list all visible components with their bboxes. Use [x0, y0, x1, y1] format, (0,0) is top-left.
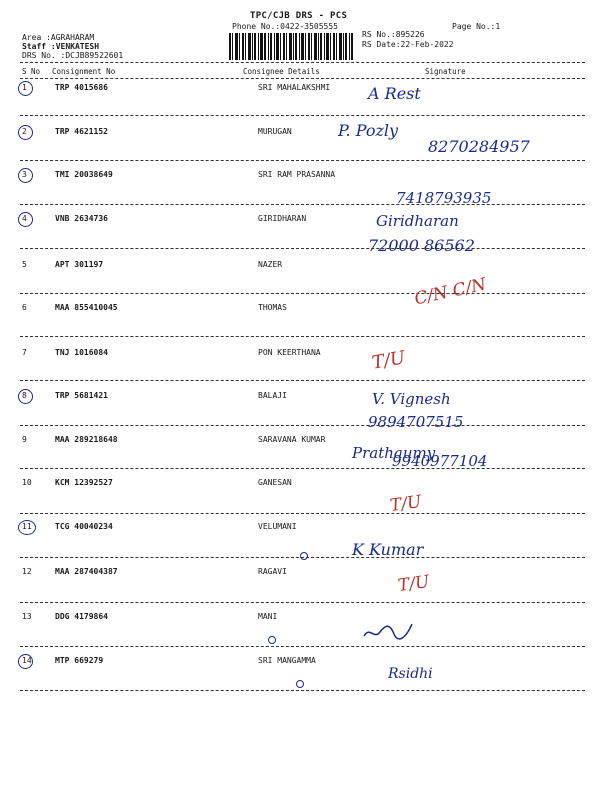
- pen-mark: [268, 636, 276, 644]
- row-consignment: VNB 2634736: [55, 214, 108, 223]
- row-consignee: PON KEERTHANA: [258, 348, 321, 357]
- pen-mark: [300, 552, 308, 560]
- column-header-consignee: Consignee Details: [243, 67, 320, 76]
- table-row: [0, 83, 600, 103]
- row-sno: 7: [22, 348, 27, 357]
- row-divider: [20, 336, 585, 337]
- handwritten-phone: 9894707515: [368, 413, 464, 431]
- row-consignment: TRP 5681421: [55, 391, 108, 400]
- pen-circle-mark: [18, 81, 33, 96]
- row-consignment: MAA 855410045: [55, 303, 118, 312]
- row-divider: [20, 248, 585, 249]
- pen-circle-mark: [18, 168, 33, 183]
- row-sno: 10: [22, 478, 32, 487]
- row-consignment: TNJ 1016084: [55, 348, 108, 357]
- handwritten-tlu-mark: T/U: [396, 571, 431, 597]
- row-divider: [20, 115, 585, 116]
- document-title: TPC/CJB DRS - PCS: [250, 11, 348, 21]
- row-sno: 5: [22, 260, 27, 269]
- rs-number: RS No.:895226: [362, 30, 425, 39]
- pen-circle-mark: [18, 389, 33, 404]
- row-sno: 11: [22, 522, 32, 531]
- row-sno: 6: [22, 303, 27, 312]
- row-divider: [20, 690, 585, 691]
- table-row: [0, 391, 600, 411]
- table-row: [0, 214, 600, 234]
- handwritten-phone: 7418793935: [396, 189, 492, 207]
- handwritten-scribble: [360, 618, 420, 644]
- row-divider: [20, 513, 585, 514]
- row-consignee: SRI RAM PRASANNA: [258, 170, 336, 179]
- handwritten-signature: Rsidhi: [388, 666, 433, 682]
- column-header-sno: S No: [22, 67, 41, 76]
- row-consignment: TCG 40040234: [55, 522, 113, 531]
- column-header-signature: Signature: [425, 67, 466, 76]
- row-consignment: TRP 4015686: [55, 83, 108, 92]
- handwritten-signature: A Rest: [368, 84, 421, 103]
- table-row: [0, 567, 600, 587]
- row-consignment: MTP 669279: [55, 656, 104, 665]
- row-consignee: MANI: [258, 612, 278, 621]
- divider: [20, 78, 585, 79]
- table-row: [0, 435, 600, 455]
- row-sno: 3: [22, 170, 27, 179]
- staff-label: Staff :VENKATESH: [22, 42, 100, 51]
- row-consignee: SRI MAHALAKSHMI: [258, 83, 331, 92]
- table-row: [0, 656, 600, 676]
- row-sno: 13: [22, 612, 32, 621]
- row-sno: 4: [22, 214, 27, 223]
- row-sno: 8: [22, 391, 27, 400]
- drs-number: DRS No. :DCJB89522601: [22, 51, 124, 60]
- divider: [20, 62, 585, 63]
- barcode: [229, 33, 353, 60]
- handwritten-phone: 8270284957: [428, 137, 530, 156]
- area-label: Area :AGRAHARAM: [22, 33, 95, 42]
- handwritten-phone: 9940977104: [392, 452, 488, 470]
- handwritten-tlu-mark: T/U: [388, 491, 423, 517]
- row-consignee: GANESAN: [258, 478, 292, 487]
- row-divider: [20, 425, 585, 426]
- row-sno: 2: [22, 127, 27, 136]
- pen-circle-mark: [18, 654, 33, 669]
- row-divider: [20, 380, 585, 381]
- row-divider: [20, 204, 585, 205]
- row-divider: [20, 646, 585, 647]
- handwritten-signature: K Kumar: [352, 540, 424, 559]
- row-consignee: SARAVANA KUMAR: [258, 435, 326, 444]
- handwritten-signature: P. Pozly: [338, 121, 399, 140]
- row-divider: [20, 160, 585, 161]
- row-consignment: TRP 4621152: [55, 127, 108, 136]
- row-sno: 9: [22, 435, 27, 444]
- table-row: [0, 612, 600, 632]
- table-row: [0, 348, 600, 368]
- row-consignment: KCM 12392527: [55, 478, 113, 487]
- row-consignee: THOMAS: [258, 303, 287, 312]
- row-consignment: TMI 20038649: [55, 170, 113, 179]
- table-row: [0, 303, 600, 323]
- row-sno: 1: [22, 83, 27, 92]
- row-consignee: NAZER: [258, 260, 283, 269]
- row-consignment: DDG 4179864: [55, 612, 108, 621]
- row-consignee: GIRIDHARAN: [258, 214, 307, 223]
- table-row: [0, 170, 600, 190]
- row-divider: [20, 602, 585, 603]
- phone-number: Phone No.:0422-3505555: [232, 22, 338, 31]
- row-divider: [20, 293, 585, 294]
- pen-circle-mark: [18, 212, 33, 227]
- handwritten-tlu-mark: T/U: [370, 347, 407, 374]
- row-sno: 14: [22, 656, 32, 665]
- pen-circle-mark: [18, 520, 36, 535]
- handwritten-phone: 72000 86562: [368, 236, 475, 255]
- row-consignment: MAA 289218648: [55, 435, 118, 444]
- handwritten-signature: Prathaumy: [352, 444, 436, 462]
- column-header-consignment: Consignment No: [52, 67, 116, 76]
- row-consignee: SRI MANGAMMA: [258, 656, 316, 665]
- row-consignee: MURUGAN: [258, 127, 292, 136]
- row-consignment: MAA 287404387: [55, 567, 118, 576]
- handwritten-signature: V. Vignesh: [372, 390, 451, 408]
- row-consignment: APT 301197: [55, 260, 104, 269]
- page-number: Page No.:1: [452, 22, 501, 31]
- row-consignee: VELUMANI: [258, 522, 297, 531]
- handwritten-signature: Giridharan: [376, 212, 459, 230]
- table-row: [0, 260, 600, 280]
- row-sno: 12: [22, 567, 32, 576]
- rs-date: RS Date:22-Feb-2022: [362, 40, 454, 49]
- row-divider: [20, 468, 585, 469]
- row-consignee: BALAJI: [258, 391, 287, 400]
- pen-mark: [296, 680, 304, 688]
- pen-circle-mark: [18, 125, 33, 140]
- table-row: [0, 478, 600, 498]
- row-consignee: RAGAVI: [258, 567, 287, 576]
- handwritten-cin-mark: C/N C/N: [412, 274, 488, 310]
- table-row: [0, 522, 600, 542]
